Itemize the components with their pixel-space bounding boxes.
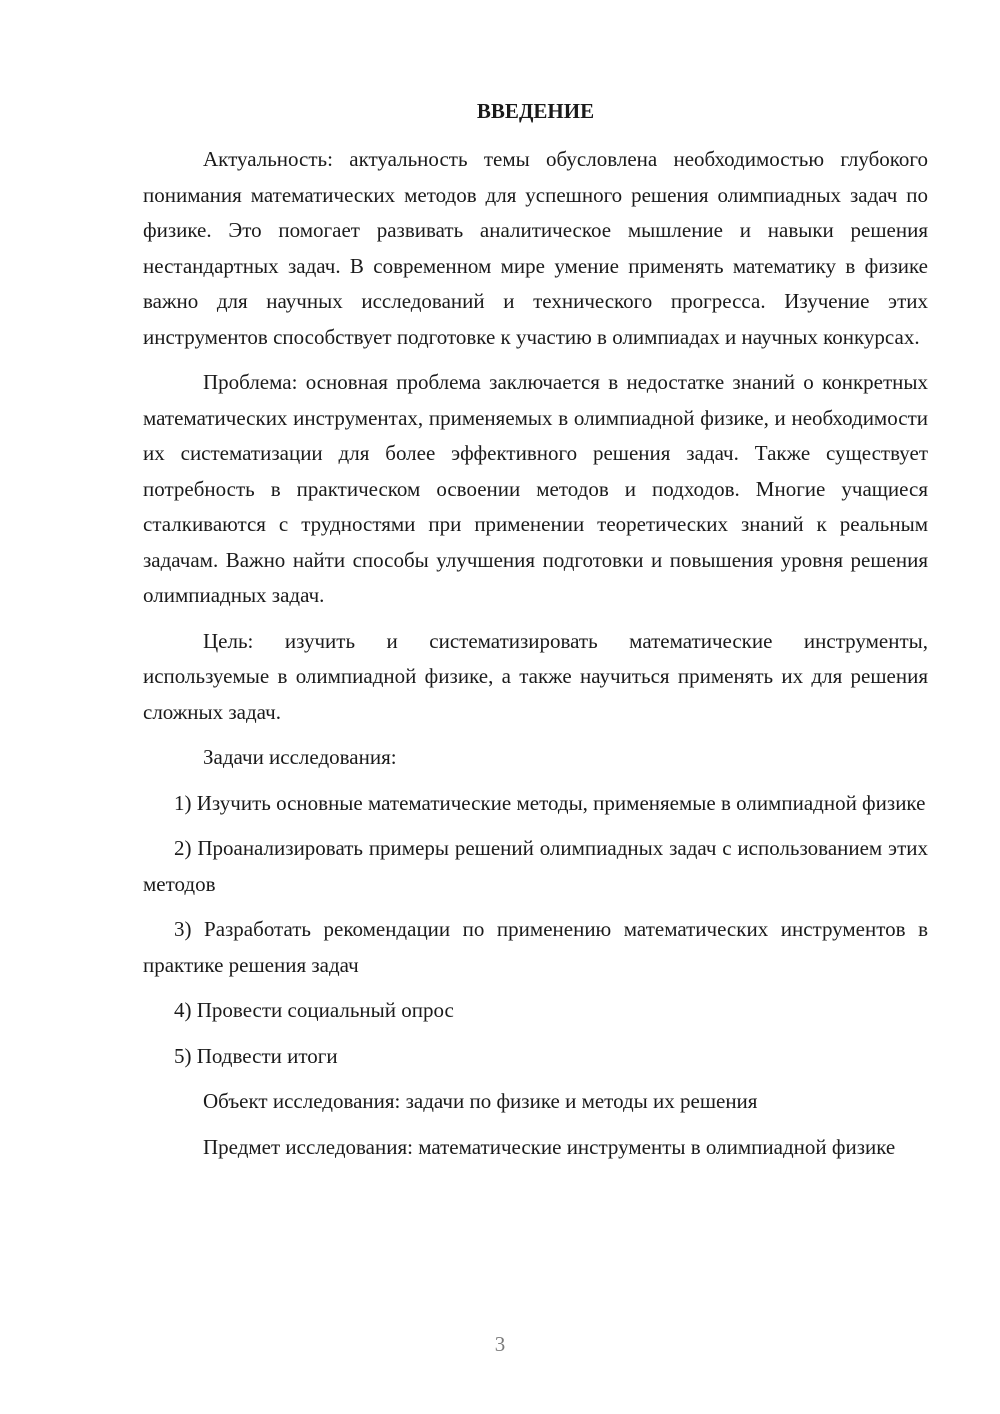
task-item-3: 3) Разработать рекомендации по применению математических инструментов в практике решения задач [143, 917, 928, 977]
document-page [143, 96, 928, 1175]
paragraph-object: Объект исследования: задачи по физике и методы их решения [203, 1089, 758, 1113]
paragraph-goal: Цель: изучить и систематизировать математические инструменты, используемые в олимпиадной физике, а также научиться применять их для решения сложных задач. [143, 628, 928, 724]
task-item-5: 5) Подвести итоги [174, 1043, 338, 1068]
tasks-heading: Задачи исследования: [203, 745, 397, 769]
task-item-4: 4) Провести социальный опрос [174, 998, 454, 1022]
task-item-2: 2) Проанализировать примеры решений олимпиадных задач с использованием этих методов [143, 836, 928, 896]
page-title: ВВЕДЕНИЕ [476, 99, 595, 123]
paragraph-problem: Проблема: основная проблема заключается в недостатке знаний о конкретных математических инструментах, применяемых в олимпиадной физике, и необходимости их систематизации для более эффективного решения задач. Также существует потребность в практическом освоении методов и подходов. Многие учащиеся сталкиваются с трудностями при применении теоретических знаний к реальным задачам. Важно найти способы улучшения подготовки и повышения уровня решения олимпиадных задач. [143, 370, 928, 607]
page-number: 3 [494, 1332, 506, 1356]
task-item-1: 1) Изучить основные математические методы, применяемые в олимпиадной физике [174, 790, 926, 815]
paragraph-subject: Предмет исследования: математические инструменты в олимпиадной физике [203, 1134, 896, 1159]
paragraph-relevance: Актуальность: актуальность темы обусловлена необходимостью глубокого понимания математических методов для успешного решения олимпиадных задач по физике. Это помогает развивать аналитическое мышление и навыки решения нестандартных задач. В современном мире умение применять математику в физике важно для научных исследований и технического прогресса. Изучение этих инструментов способствует подготовке к участию в олимпиадах и научных конкурсах. [143, 147, 928, 349]
